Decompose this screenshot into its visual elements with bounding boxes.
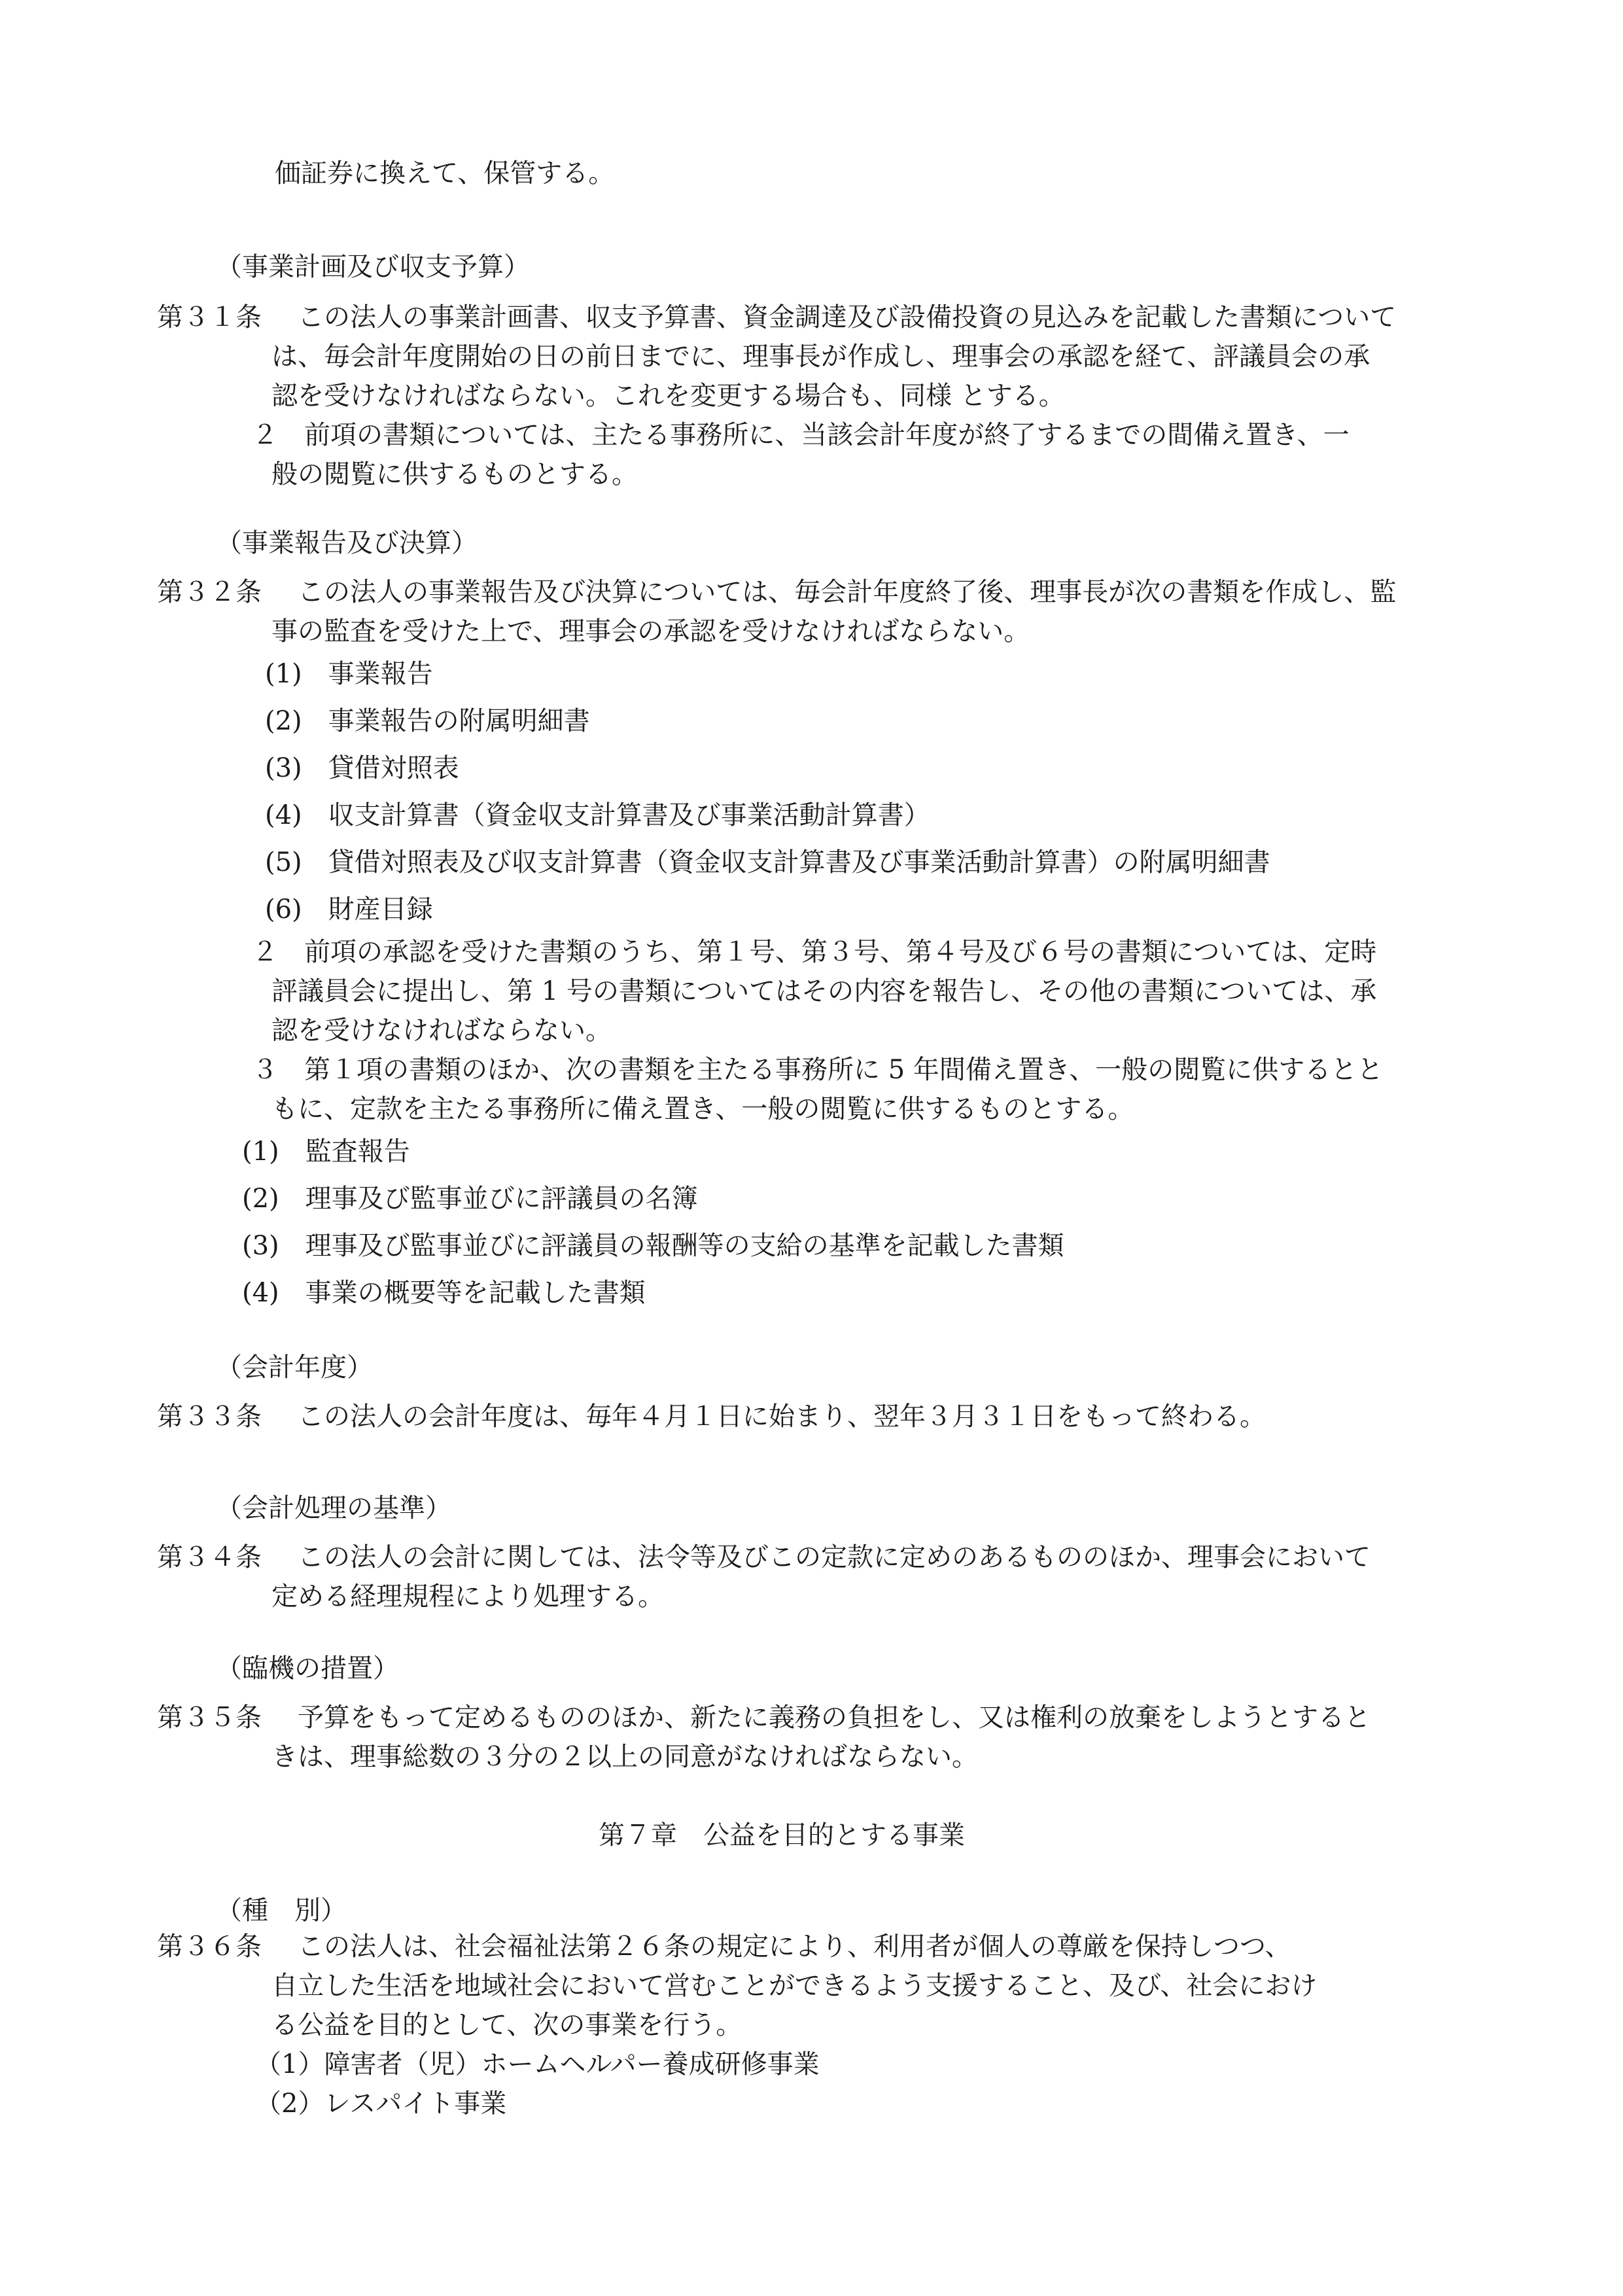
art31-para2-line: 般の閲覧に供するものとする。 [271,459,638,489]
art35-heading: （臨機の措置） [216,1653,399,1684]
list-item: (5) 貸借対照表及び収支計算書（資金収支計算書及び事業活動計算書）の附属明細書 [265,847,1270,877]
list-item: （2）レスパイト事業 [255,2089,507,2119]
list-item: (2) 理事及び監事並びに評議員の名簿 [242,1184,698,1214]
art33-number: 第３３条 [157,1402,262,1432]
art32-line: 事の監査を受けた上で、理事会の承認を受けなければならない。 [271,616,1030,646]
art35-line: 予算をもって定めるもののほか、新たに義務の負担をし、又は権利の放棄をしようとすると [298,1703,1370,1733]
list-item: (6) 財産目録 [265,894,433,925]
art36-number: 第３６条 [157,1932,262,1962]
art36-heading: （種 別） [216,1896,347,1926]
list-item: (4) 収支計算書（資金収支計算書及び事業活動計算書） [265,800,930,830]
art33-heading: （会計年度） [216,1352,373,1383]
art36-line: る公益を目的として、次の事業を行う。 [271,2010,742,2040]
art31-line: は、毎会計年度開始の日の前日までに、理事長が作成し、理事会の承認を経て、評議員会の承 [271,342,1370,372]
list-item: (2) 事業報告の附属明細書 [265,706,590,736]
art32-para2-line: ２ 前項の承認を受けた書類のうち、第１号、第３号、第４号及び６号の書類については、定時 [252,937,1377,967]
list-item: (1) 事業報告 [265,659,433,689]
list-item: (4) 事業の概要等を記載した書類 [242,1278,646,1308]
art35-line: きは、理事総数の３分の２以上の同意がなければならない。 [271,1742,978,1772]
art31-heading: （事業計画及び収支予算） [216,252,530,282]
art34-line: この法人の会計に関しては、法令等及びこの定款に定めのあるもののほか、理事会において [298,1542,1370,1572]
art34-line: 定める経理規程により処理する。 [271,1581,664,1612]
list-item: (3) 貸借対照表 [265,753,459,783]
art31-line: この法人の事業計画書、収支予算書、資金調達及び設備投資の見込みを記載した書類について [298,302,1397,332]
art34-heading: （会計処理の基準） [216,1493,451,1523]
art36-line: 自立した生活を地域社会において営むことができるよう支援すること、及び、社会におけ [271,1971,1318,2001]
art34-number: 第３４条 [157,1542,262,1572]
list-item: （1）障害者（児）ホームヘルパー養成研修事業 [255,2049,820,2079]
art35-number: 第３５条 [157,1703,262,1733]
art32-heading: （事業報告及び決算） [216,528,478,558]
intro-tail: 価証券に換えて、保管する。 [275,158,615,188]
art32-para2-line: 認を受けなければならない。 [271,1016,612,1046]
art32-number: 第３２条 [157,577,262,607]
art31-number: 第３１条 [157,302,262,332]
art32-para3-line: もに、定款を主たる事務所に備え置き、一般の閲覧に供するものとする。 [271,1094,1134,1124]
art31-para2-line: ２ 前項の書類については、主たる事務所に、当該会計年度が終了するまでの間備え置き、一 [252,420,1350,450]
art32-para2-line: 評議員会に提出し、第 1 号の書類についてはその内容を報告し、その他の書類については、承 [271,976,1377,1006]
list-item: (1) 監査報告 [242,1137,410,1167]
art31-line: 認を受けなければならない。これを変更する場合も、同様 とする。 [271,381,1065,411]
list-item: (3) 理事及び監事並びに評議員の報酬等の支給の基準を記載した書類 [242,1231,1064,1261]
art36-line: この法人は、社会福祉法第２６条の規定により、利用者が個人の尊厳を保持しつつ、 [298,1932,1291,1962]
art32-para3-line: ３ 第１項の書類のほか、次の書類を主たる事務所に 5 年間備え置き、一般の閲覧に供するとと [252,1055,1384,1085]
art33-line: この法人の会計年度は、毎年４月１日に始まり、翌年３月３１日をもって終わる。 [298,1402,1266,1432]
chapter-heading: 第７章 公益を目的とする事業 [599,1820,965,1850]
art32-line: この法人の事業報告及び決算については、毎会計年度終了後、理事長が次の書類を作成し、監 [298,577,1397,607]
